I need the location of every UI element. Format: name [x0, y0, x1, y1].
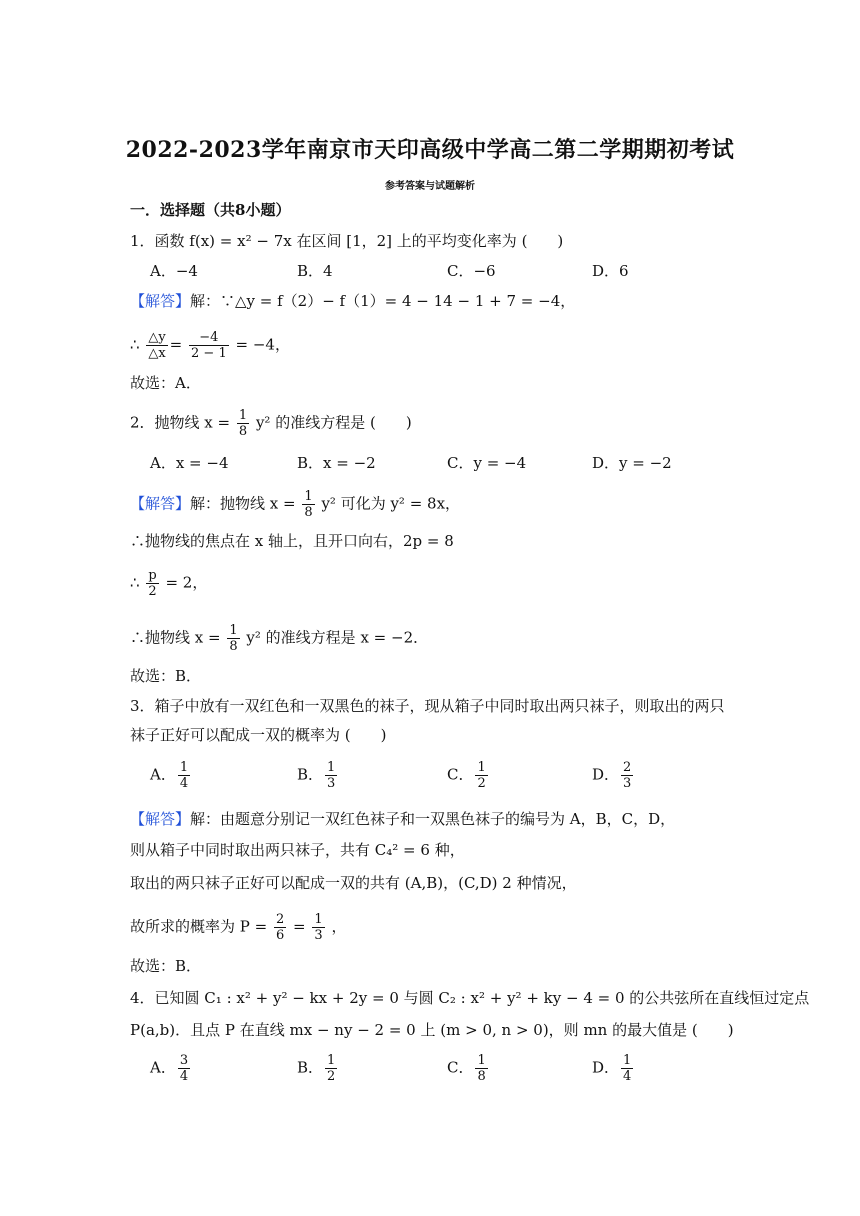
fraction: $\frac{-4}{2 - 1}$ — [191, 330, 227, 361]
q2-solution-2: ∴抛物线的焦点在 x 轴上，且开口向右，2p = 8 — [130, 532, 454, 550]
q3-solution-2: 则从箱子中同时取出两只袜子，共有 C₄² = 6 种， — [130, 841, 465, 859]
fraction: $\frac{1}{3}$ — [314, 912, 323, 943]
q1-sol-result: = −4， — [235, 335, 290, 354]
fraction: $\frac{1}{8}$ — [229, 623, 238, 654]
q2-solution-3: ∴ $\frac{p}{2}$ = 2， — [130, 568, 208, 599]
q2-option-b: B．x = −2 — [297, 454, 376, 472]
q3-solution-1: 【解答】解：由题意分别记一双红色袜子和一双黑色袜子的编号为 A，B，C，D， — [130, 810, 676, 828]
fraction: $\frac{p}{2}$ — [148, 568, 157, 599]
fraction: $\frac{1}{8}$ — [304, 489, 313, 520]
q3-solution-3: 取出的两只袜子正好可以配成一双的共有 (A,B)，(C,D) 2 种情况， — [130, 874, 577, 892]
q3-option-b: B． $\frac{1}{3}$ — [297, 760, 336, 791]
q4-option-c: C． $\frac{1}{8}$ — [447, 1053, 486, 1084]
q3-answer: 故选：B． — [130, 957, 202, 975]
q3-option-c: C． $\frac{1}{2}$ — [447, 760, 486, 791]
q2-option-d: D．y = −2 — [592, 454, 672, 472]
q2-options — [150, 452, 710, 482]
fraction: $\frac{1}{8}$ — [238, 408, 248, 439]
q3-solution-4: 故所求的概率为 P = $\frac{2}{6}$ = $\frac{1}{3}$ ， — [130, 912, 347, 943]
q1-option-c: C．−6 — [447, 262, 496, 280]
fraction: $\frac{2}{6}$ — [275, 912, 285, 943]
q3-option-a: A． $\frac{1}{4}$ — [150, 760, 189, 791]
answer-tag: 【解答】 — [130, 494, 191, 513]
q3-option-d: D． $\frac{2}{3}$ — [592, 760, 632, 791]
q1-option-d: D．6 — [592, 262, 629, 280]
section-heading: 一．选择题（共8小题） — [130, 201, 291, 219]
q2-stem: 2．抛物线 x = $\frac{1}{8}$ y² 的准线方程是 ( ) — [130, 408, 412, 439]
q2-option-a: A．x = −4 — [150, 454, 229, 472]
q1-answer: 故选：A． — [130, 374, 201, 392]
q3-options — [150, 760, 710, 790]
therefore: ∴ — [130, 335, 140, 354]
page-subtitle: 参考答案与试题解析 — [385, 181, 475, 192]
q1-stem: 1．函数 f(x) = x² − 7x 在区间 [1，2] 上的平均变化率为 ( ) — [130, 232, 564, 250]
q4-stem-2: P(a,b)．且点 P 在直线 mx − ny − 2 = 0 上 (m > 0, n > 0)，则 mn 的最大值是 ( ) — [130, 1021, 734, 1039]
q4-stem-1: 4．已知圆 C₁ : x² + y² − kx + 2y = 0 与圆 C₂ : x² + y² + ky − 4 = 0 的公共弦所在直线恒过定点 — [130, 989, 810, 1007]
q2-option-c: C．y = −4 — [447, 454, 527, 472]
q4-options — [150, 1053, 710, 1083]
q2-solution-1: 【解答】解：抛物线 x = $\frac{1}{8}$ y² 可化为 y² = 8x， — [130, 489, 461, 520]
q3-stem-1: 3．箱子中放有一双红色和一双黑色的袜子，现从箱子中同时取出两只袜子，则取出的两只 — [130, 697, 725, 715]
q3-stem-2: 袜子正好可以配成一双的概率为 ( ) — [130, 726, 387, 744]
q1-solution-2: ∴ $\frac{\triangle y}{\triangle x}$ = $\frac{-4}{2 - 1}$ = −4， — [130, 330, 290, 361]
answer-tag: 【解答】 — [130, 292, 191, 310]
page-title: 2022-2023学年南京市天印高级中学高二第二学期期初考试 — [125, 137, 735, 163]
q4-option-b: B． $\frac{1}{2}$ — [297, 1053, 336, 1084]
q2-answer: 故选：B． — [130, 667, 202, 685]
q4-option-a: A． $\frac{3}{4}$ — [150, 1053, 189, 1084]
q1-solution-1 — [130, 290, 575, 312]
q1-option-a: A．−4 — [150, 262, 198, 280]
q1-option-b: B．4 — [297, 262, 333, 280]
q2-solution-4: ∴抛物线 x = $\frac{1}{8}$ y² 的准线方程是 x = −2． — [130, 623, 429, 654]
answer-tag: 【解答】 — [130, 810, 191, 828]
q1-options — [150, 260, 710, 290]
q4-option-d: D． $\frac{1}{4}$ — [592, 1053, 632, 1084]
fraction: $\frac{\triangle y}{\triangle x}$ — [148, 330, 166, 361]
q1-sol-text: 解：∵△y = f（2）− f（1）= 4 − 14 − 1 + 7 = −4， — [190, 292, 576, 310]
